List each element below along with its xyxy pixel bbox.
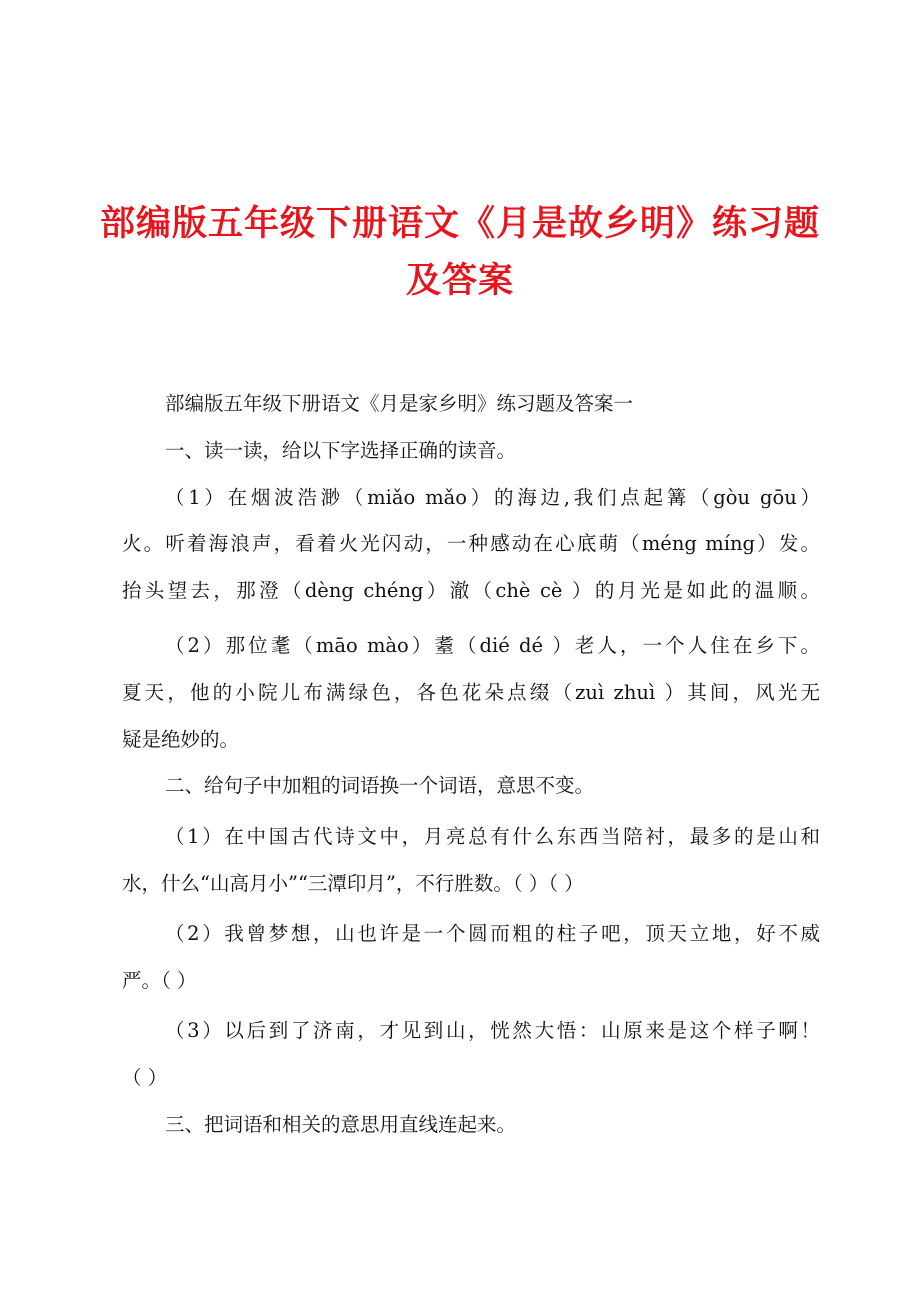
document-title-line2: 及答案 — [405, 261, 514, 301]
paragraph-line: （ ） — [122, 1066, 168, 1089]
question-heading-2: 二、给句子中加粗的词语换一个词语，意思不变。 — [165, 774, 595, 797]
paragraph-line: （3）以后到了济南，才见到山，恍然大悟：山原来是这个样子啊！ — [165, 1019, 820, 1042]
question-heading-3: 三、把词语和相关的意思用直线连起来。 — [165, 1113, 517, 1136]
question-heading-1: 一、读一读，给以下字选择正确的读音。 — [165, 439, 517, 462]
paragraph-line: （2）那位耄（māo mào）耋（dié dé ）老人，一个人住在乡下。 — [165, 634, 820, 657]
paragraph-line: 夏天，他的小院儿布满绿色，各色花朵点缀（zuì zhuì ）其间，风光无 — [122, 681, 820, 704]
paragraph-line: 严。（ ） — [122, 969, 197, 992]
paragraph-line: 火。听着海浪声，看着火光闪动，一种感动在心底萌（méng míng）发。 — [122, 532, 820, 555]
paragraph-line: （1）在中国古代诗文中，月亮总有什么东西当陪衬，最多的是山和 — [165, 825, 820, 848]
section-heading: 部编版五年级下册语文《月是家乡明》练习题及答案一 — [165, 392, 634, 415]
document-title-line1: 部编版五年级下册语文《月是故乡明》练习题 — [99, 204, 820, 244]
paragraph-line: 抬头望去，那澄（dèng chéng）澈（chè cè ）的月光是如此的温顺。 — [122, 579, 820, 602]
paragraph-line: （2）我曾梦想，山也许是一个圆而粗的柱子吧，顶天立地，好不威 — [165, 922, 820, 945]
paragraph-line: （1）在烟波浩渺（miǎo mǎo）的海边,我们点起篝（gòu gōu） — [165, 486, 820, 509]
paragraph-line: 水，什么“山高月小”“三潭印月”，不行胜数。（ ）（ ） — [122, 872, 584, 895]
paragraph-line: 疑是绝妙的。 — [122, 728, 240, 751]
